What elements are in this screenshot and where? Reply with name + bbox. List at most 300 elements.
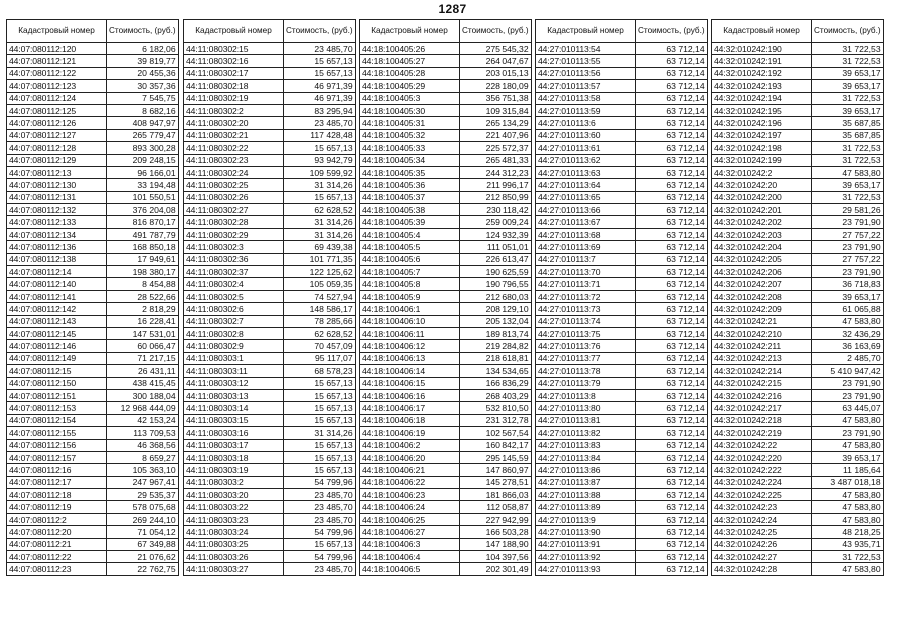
cadastral-number-cell: 44:07:080112:140	[7, 278, 107, 290]
cost-cell: 63 712,14	[636, 377, 708, 389]
cadastral-number-cell: 44:07:080112:157	[7, 451, 107, 463]
cadastral-number-cell: 44:11:080302:25	[184, 179, 284, 191]
cost-cell: 101 550,51	[107, 191, 179, 203]
cadastral-number-cell: 44:32:010242:216	[712, 389, 812, 401]
cadastral-number-cell: 44:07:080112:15	[7, 365, 107, 377]
cadastral-number-cell: 44:32:010242:225	[712, 489, 812, 501]
cadastral-number-cell: 44:11:080302:27	[184, 204, 284, 216]
table-row	[712, 427, 884, 439]
page-number: 1287	[438, 2, 467, 16]
cost-cell: 31 314,26	[284, 216, 356, 228]
cost-cell: 63 712,14	[636, 563, 708, 575]
table-row	[184, 43, 356, 55]
cost-cell: 69 439,38	[284, 241, 356, 253]
cost-cell: 265 779,47	[107, 129, 179, 141]
cost-cell: 111 051,01	[460, 241, 532, 253]
cost-cell: 15 657,13	[284, 464, 356, 476]
cost-cell: 203 015,13	[460, 67, 532, 79]
cadastral-number-cell: 44:18:100406:15	[360, 377, 460, 389]
table-row	[536, 55, 708, 67]
cost-cell: 5 410 947,42	[812, 365, 884, 377]
table-row	[7, 365, 179, 377]
cost-cell: 31 314,26	[284, 427, 356, 439]
table-row	[184, 327, 356, 339]
table-row	[536, 179, 708, 191]
table-row	[7, 228, 179, 240]
cadastral-number-cell: 44:11:080303:14	[184, 402, 284, 414]
header-cadastral-number: Кадастровый номер	[360, 20, 460, 43]
table-row	[536, 352, 708, 364]
table-row	[712, 563, 884, 575]
table-row	[712, 253, 884, 265]
table-row	[712, 179, 884, 191]
table-row	[184, 129, 356, 141]
table-row	[536, 377, 708, 389]
table-row	[360, 352, 532, 364]
cadastral-number-cell: 44:32:010242:217	[712, 402, 812, 414]
cadastral-number-cell: 44:32:010242:195	[712, 104, 812, 116]
table-row	[7, 526, 179, 538]
cadastral-number-cell: 44:18:100406:18	[360, 414, 460, 426]
cadastral-number-cell: 44:27:010113:67	[536, 216, 636, 228]
cost-cell: 63 712,14	[636, 427, 708, 439]
cadastral-number-cell: 44:32:010242:207	[712, 278, 812, 290]
cost-cell: 109 315,84	[460, 104, 532, 116]
cost-cell: 23 485,70	[284, 513, 356, 525]
table-row	[7, 303, 179, 315]
cost-cell: 63 712,14	[636, 204, 708, 216]
cost-cell: 2 818,29	[107, 303, 179, 315]
cadastral-number-cell: 44:27:010113:58	[536, 92, 636, 104]
cost-cell: 11 185,64	[812, 464, 884, 476]
cost-table-2	[183, 19, 356, 576]
table-row	[712, 166, 884, 178]
cost-cell: 54 799,96	[284, 526, 356, 538]
table-row	[7, 464, 179, 476]
cadastral-number-cell: 44:11:080302:5	[184, 290, 284, 302]
cost-cell: 202 301,49	[460, 563, 532, 575]
table-row	[712, 464, 884, 476]
table-row	[536, 501, 708, 513]
cadastral-number-cell: 44:27:010113:54	[536, 43, 636, 55]
cost-cell: 8 454,88	[107, 278, 179, 290]
cost-cell: 145 278,51	[460, 476, 532, 488]
cadastral-number-cell: 44:18:100405:31	[360, 117, 460, 129]
header-cadastral-number: Кадастровый номер	[184, 20, 284, 43]
table-row	[360, 389, 532, 401]
table-row	[536, 563, 708, 575]
cadastral-number-cell: 44:32:010242:22	[712, 439, 812, 451]
table-row	[712, 278, 884, 290]
cost-cell: 113 709,53	[107, 427, 179, 439]
table-row	[536, 266, 708, 278]
cost-cell: 578 075,68	[107, 501, 179, 513]
cost-cell: 63 712,14	[636, 439, 708, 451]
cadastral-number-cell: 44:18:100405:7	[360, 266, 460, 278]
cost-cell: 29 581,26	[812, 204, 884, 216]
cost-cell: 74 527,94	[284, 290, 356, 302]
cadastral-number-cell: 44:07:080112:134	[7, 228, 107, 240]
cadastral-number-cell: 44:18:100406:13	[360, 352, 460, 364]
cadastral-number-cell: 44:07:080112:17	[7, 476, 107, 488]
cost-cell: 15 657,13	[284, 67, 356, 79]
table-row	[7, 414, 179, 426]
table-row	[712, 92, 884, 104]
cadastral-number-cell: 44:32:010242:20	[712, 179, 812, 191]
cadastral-number-cell: 44:27:010113:76	[536, 340, 636, 352]
cost-cell: 181 866,03	[460, 489, 532, 501]
cadastral-number-cell: 44:07:080112:153	[7, 402, 107, 414]
table-row	[360, 154, 532, 166]
cadastral-number-cell: 44:27:010113:62	[536, 154, 636, 166]
cost-cell: 31 722,53	[812, 43, 884, 55]
table-header-row	[7, 20, 179, 43]
cost-cell: 63 712,14	[636, 166, 708, 178]
cadastral-number-cell: 44:27:010113:89	[536, 501, 636, 513]
cost-cell: 62 628,52	[284, 204, 356, 216]
cadastral-number-cell: 44:32:010242:190	[712, 43, 812, 55]
table-row	[536, 92, 708, 104]
cost-cell: 15 657,13	[284, 451, 356, 463]
table-row	[712, 303, 884, 315]
cost-cell: 265 481,33	[460, 154, 532, 166]
cost-cell: 21 076,62	[107, 551, 179, 563]
cost-cell: 63 712,14	[636, 476, 708, 488]
cadastral-number-cell: 44:18:100405:5	[360, 241, 460, 253]
table-row	[7, 92, 179, 104]
cost-cell: 231 312,78	[460, 414, 532, 426]
table-row	[360, 377, 532, 389]
cadastral-number-cell: 44:11:080302:4	[184, 278, 284, 290]
cost-cell: 39 819,77	[107, 55, 179, 67]
table-row	[712, 526, 884, 538]
table-row	[7, 154, 179, 166]
table-row	[360, 365, 532, 377]
cost-cell: 96 166,01	[107, 166, 179, 178]
cost-cell: 63 712,14	[636, 551, 708, 563]
cadastral-number-cell: 44:11:080302:26	[184, 191, 284, 203]
cost-cell: 23 485,70	[284, 489, 356, 501]
table-row	[536, 327, 708, 339]
cost-cell: 39 653,17	[812, 80, 884, 92]
table-row	[360, 142, 532, 154]
table-row	[7, 216, 179, 228]
cadastral-number-cell: 44:07:080112:132	[7, 204, 107, 216]
cost-cell: 259 009,24	[460, 216, 532, 228]
cadastral-number-cell: 44:32:010242:202	[712, 216, 812, 228]
cadastral-number-cell: 44:27:010113:59	[536, 104, 636, 116]
cost-cell: 148 586,17	[284, 303, 356, 315]
cost-cell: 109 599,92	[284, 166, 356, 178]
table-row	[7, 315, 179, 327]
cadastral-number-cell: 44:07:080112:22	[7, 551, 107, 563]
table-header-row	[360, 20, 532, 43]
cost-cell: 117 428,48	[284, 129, 356, 141]
cost-cell: 63 712,14	[636, 414, 708, 426]
cadastral-number-cell: 44:18:100406:2	[360, 439, 460, 451]
cost-cell: 42 153,24	[107, 414, 179, 426]
cost-cell: 816 870,17	[107, 216, 179, 228]
cost-cell: 63 712,14	[636, 142, 708, 154]
cost-cell: 33 194,48	[107, 179, 179, 191]
cost-cell: 208 129,10	[460, 303, 532, 315]
table-row	[536, 489, 708, 501]
cadastral-number-cell: 44:18:100405:26	[360, 43, 460, 55]
table-row	[536, 80, 708, 92]
cost-table-1	[6, 19, 179, 576]
cadastral-number-cell: 44:18:100406:3	[360, 538, 460, 550]
cadastral-number-cell: 44:32:010242:198	[712, 142, 812, 154]
cadastral-number-cell: 44:27:010113:61	[536, 142, 636, 154]
table-row	[360, 204, 532, 216]
cost-cell: 67 349,88	[107, 538, 179, 550]
cadastral-number-cell: 44:11:080302:6	[184, 303, 284, 315]
table-row	[360, 55, 532, 67]
table-row	[536, 526, 708, 538]
table-row	[184, 216, 356, 228]
cadastral-number-cell: 44:32:010242:215	[712, 377, 812, 389]
cost-cell: 3 487 018,18	[812, 476, 884, 488]
table-row	[7, 327, 179, 339]
cost-cell: 23 791,90	[812, 216, 884, 228]
cadastral-number-cell: 44:11:080302:21	[184, 129, 284, 141]
cadastral-number-cell: 44:32:010242:192	[712, 67, 812, 79]
cadastral-number-cell: 44:07:080112:20	[7, 526, 107, 538]
cadastral-number-cell: 44:18:100405:36	[360, 179, 460, 191]
cadastral-number-cell: 44:27:010113:8	[536, 389, 636, 401]
table-row	[360, 303, 532, 315]
cost-cell: 20 455,36	[107, 67, 179, 79]
cadastral-number-cell: 44:27:010113:69	[536, 241, 636, 253]
table-row	[712, 476, 884, 488]
cadastral-number-cell: 44:07:080112:136	[7, 241, 107, 253]
cadastral-number-cell: 44:27:010113:93	[536, 563, 636, 575]
table-row	[184, 427, 356, 439]
cadastral-number-cell: 44:18:100405:32	[360, 129, 460, 141]
cadastral-number-cell: 44:18:100406:23	[360, 489, 460, 501]
cost-cell: 104 397,56	[460, 551, 532, 563]
cost-cell: 15 657,13	[284, 191, 356, 203]
table-row	[360, 266, 532, 278]
table-row	[536, 303, 708, 315]
cadastral-number-cell: 44:18:100405:9	[360, 290, 460, 302]
cost-cell: 2 485,70	[812, 352, 884, 364]
table-row	[712, 352, 884, 364]
table-row	[184, 489, 356, 501]
cadastral-number-cell: 44:11:080303:1	[184, 352, 284, 364]
table-row	[536, 290, 708, 302]
cadastral-number-cell: 44:11:080303:2	[184, 476, 284, 488]
cost-cell: 23 485,70	[284, 501, 356, 513]
cost-cell: 54 799,96	[284, 476, 356, 488]
table-row	[712, 43, 884, 55]
table-row	[536, 464, 708, 476]
cadastral-number-cell: 44:07:080112:141	[7, 290, 107, 302]
cadastral-number-cell: 44:07:080112:156	[7, 439, 107, 451]
table-row	[184, 241, 356, 253]
cadastral-number-cell: 44:11:080303:19	[184, 464, 284, 476]
cost-cell: 63 712,14	[636, 216, 708, 228]
cost-cell: 23 485,70	[284, 117, 356, 129]
cost-cell: 30 357,36	[107, 80, 179, 92]
cost-cell: 12 968 444,09	[107, 402, 179, 414]
cadastral-number-cell: 44:27:010113:65	[536, 191, 636, 203]
cost-cell: 39 653,17	[812, 179, 884, 191]
table-row	[360, 464, 532, 476]
cadastral-number-cell: 44:11:080302:22	[184, 142, 284, 154]
cost-table-5	[711, 19, 884, 576]
cost-cell: 63 712,14	[636, 513, 708, 525]
table-row	[7, 501, 179, 513]
table-row	[712, 538, 884, 550]
cadastral-number-cell: 44:18:100405:30	[360, 104, 460, 116]
cost-cell: 46 368,56	[107, 439, 179, 451]
table-row	[7, 476, 179, 488]
cadastral-number-cell: 44:27:010113:63	[536, 166, 636, 178]
cost-cell: 101 771,35	[284, 253, 356, 265]
cost-cell: 219 284,82	[460, 340, 532, 352]
cost-cell: 6 182,06	[107, 43, 179, 55]
table-row	[184, 154, 356, 166]
cadastral-number-cell: 44:27:010113:55	[536, 55, 636, 67]
cadastral-number-cell: 44:18:100405:4	[360, 228, 460, 240]
table-row	[360, 191, 532, 203]
cost-cell: 47 583,80	[812, 414, 884, 426]
table-row	[536, 104, 708, 116]
cadastral-number-cell: 44:32:010242:191	[712, 55, 812, 67]
cost-cell: 26 431,11	[107, 365, 179, 377]
table-row	[712, 365, 884, 377]
cadastral-number-cell: 44:27:010113:57	[536, 80, 636, 92]
cadastral-number-cell: 44:18:100406:5	[360, 563, 460, 575]
header-cost: Стоимость, (руб.)	[812, 20, 884, 43]
cadastral-number-cell: 44:11:080302:18	[184, 80, 284, 92]
cost-cell: 28 522,66	[107, 290, 179, 302]
cost-cell: 47 583,80	[812, 315, 884, 327]
cost-cell: 63 712,14	[636, 67, 708, 79]
cadastral-number-cell: 44:32:010242:28	[712, 563, 812, 575]
cadastral-number-cell: 44:07:080112:138	[7, 253, 107, 265]
table-row	[184, 142, 356, 154]
cost-cell: 31 722,53	[812, 92, 884, 104]
table-row	[360, 166, 532, 178]
table-row	[184, 92, 356, 104]
cadastral-number-cell: 44:32:010242:23	[712, 501, 812, 513]
cadastral-number-cell: 44:11:080302:24	[184, 166, 284, 178]
table-row	[7, 402, 179, 414]
cost-cell: 95 117,07	[284, 352, 356, 364]
cost-cell: 221 407,96	[460, 129, 532, 141]
cadastral-number-cell: 44:27:010113:9	[536, 513, 636, 525]
cadastral-number-cell: 44:27:010113:74	[536, 315, 636, 327]
cadastral-number-cell: 44:27:010113:91	[536, 538, 636, 550]
table-row	[536, 253, 708, 265]
cadastral-number-cell: 44:11:080303:12	[184, 377, 284, 389]
cost-cell: 265 134,29	[460, 117, 532, 129]
cadastral-number-cell: 44:32:010242:219	[712, 427, 812, 439]
cadastral-number-cell: 44:32:010242:224	[712, 476, 812, 488]
cadastral-number-cell: 44:11:080302:23	[184, 154, 284, 166]
table-row	[712, 551, 884, 563]
table-row	[360, 327, 532, 339]
table-row	[360, 179, 532, 191]
cost-cell: 46 971,39	[284, 80, 356, 92]
table-row	[536, 129, 708, 141]
cadastral-number-cell: 44:18:100405:33	[360, 142, 460, 154]
table-row	[184, 476, 356, 488]
cost-cell: 63 712,14	[636, 117, 708, 129]
cost-cell: 491 787,79	[107, 228, 179, 240]
table-row	[360, 427, 532, 439]
cost-cell: 227 942,99	[460, 513, 532, 525]
cadastral-number-cell: 44:27:010113:66	[536, 204, 636, 216]
cadastral-number-cell: 44:11:080303:20	[184, 489, 284, 501]
cost-cell: 35 687,85	[812, 129, 884, 141]
table-row	[184, 204, 356, 216]
cost-cell: 39 653,17	[812, 67, 884, 79]
cost-cell: 264 047,67	[460, 55, 532, 67]
cost-cell: 31 722,53	[812, 55, 884, 67]
cadastral-number-cell: 44:18:100405:27	[360, 55, 460, 67]
cost-cell: 134 534,65	[460, 365, 532, 377]
table-row	[7, 290, 179, 302]
cost-cell: 32 436,29	[812, 327, 884, 339]
cadastral-number-cell: 44:32:010242:199	[712, 154, 812, 166]
table-row	[712, 377, 884, 389]
cost-cell: 63 712,14	[636, 228, 708, 240]
table-row	[536, 142, 708, 154]
cadastral-number-cell: 44:11:080303:11	[184, 365, 284, 377]
table-row	[360, 290, 532, 302]
table-row	[184, 538, 356, 550]
cadastral-number-cell: 44:11:080303:27	[184, 563, 284, 575]
table-row	[712, 315, 884, 327]
table-row	[712, 80, 884, 92]
cost-cell: 23 485,70	[284, 563, 356, 575]
cadastral-number-cell: 44:18:100405:6	[360, 253, 460, 265]
cadastral-number-cell: 44:18:100405:38	[360, 204, 460, 216]
cost-cell: 275 545,32	[460, 43, 532, 55]
cadastral-number-cell: 44:27:010113:73	[536, 303, 636, 315]
cost-cell: 102 567,54	[460, 427, 532, 439]
cost-cell: 15 657,13	[284, 538, 356, 550]
table-row	[536, 439, 708, 451]
table-row	[712, 389, 884, 401]
table-row	[7, 513, 179, 525]
table-row	[184, 501, 356, 513]
table-row	[712, 439, 884, 451]
table-row	[536, 476, 708, 488]
cost-cell: 269 244,10	[107, 513, 179, 525]
table-row	[712, 117, 884, 129]
cost-cell: 15 657,13	[284, 377, 356, 389]
table-row	[536, 513, 708, 525]
cost-cell: 63 712,14	[636, 489, 708, 501]
cadastral-number-cell: 44:07:080112:16	[7, 464, 107, 476]
cadastral-number-cell: 44:27:010113:90	[536, 526, 636, 538]
table-row	[184, 67, 356, 79]
cadastral-number-cell: 44:07:080112:145	[7, 327, 107, 339]
table-row	[712, 501, 884, 513]
table-row	[712, 327, 884, 339]
table-row	[7, 43, 179, 55]
cadastral-number-cell: 44:11:080302:15	[184, 43, 284, 55]
cost-cell: 63 712,14	[636, 315, 708, 327]
cadastral-number-cell: 44:32:010242:27	[712, 551, 812, 563]
cadastral-number-cell: 44:07:080112:121	[7, 55, 107, 67]
table-row	[184, 80, 356, 92]
cost-cell: 8 659,27	[107, 451, 179, 463]
